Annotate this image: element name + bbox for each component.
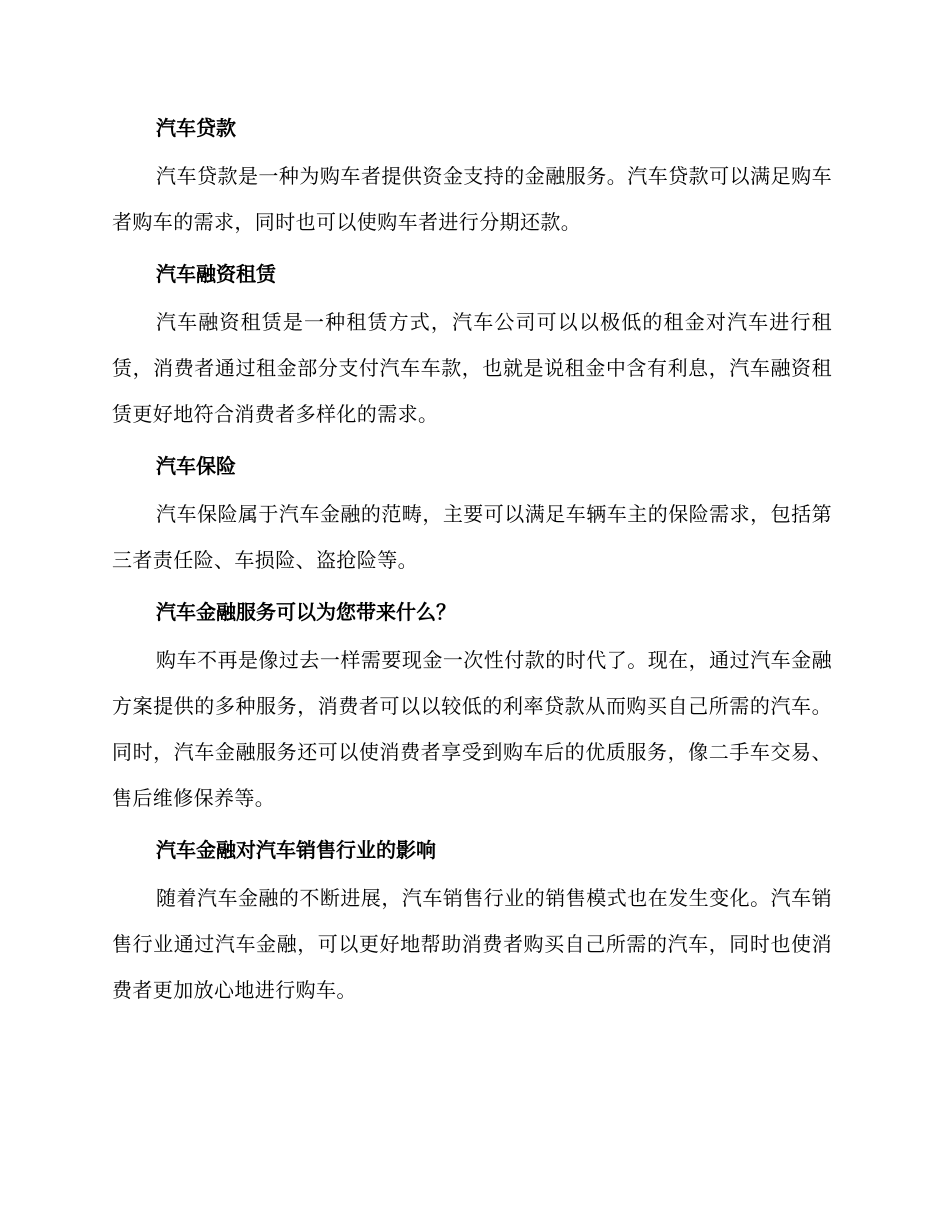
section-paragraph: 汽车融资租赁是一种租赁方式，汽车公司可以以极低的租金对汽车进行租赁，消费者通过租金部分支付汽车车款，也就是说租金中含有利息，汽车融资租赁更好地符合消费者多样化的需求。 (112, 310, 832, 426)
document-body (112, 108, 832, 1022)
section-paragraph: 随着汽车金融的不断进展，汽车销售行业的销售模式也在发生变化。汽车销售行业通过汽车金融，可以更好地帮助消费者购买自己所需的汽车，同时也使消费者更加放心地进行购车。 (112, 886, 832, 1002)
section-heading: 汽车金融对汽车销售行业的影响 (156, 838, 436, 862)
section-car-loan (112, 108, 832, 254)
section-finance-benefits (112, 592, 832, 830)
section-paragraph: 汽车保险属于汽车金融的范畴，主要可以满足车辆车主的保险需求，包括第三者责任险、车损险、盗抢险等。 (112, 502, 832, 572)
section-heading: 汽车融资租赁 (156, 262, 276, 286)
section-industry-impact (112, 830, 832, 1022)
section-car-finance-lease (112, 254, 832, 446)
section-paragraph: 汽车贷款是一种为购车者提供资金支持的金融服务。汽车贷款可以满足购车者购车的需求，同时也可以使购车者进行分期还款。 (112, 164, 832, 234)
section-heading: 汽车金融服务可以为您带来什么？ (156, 600, 456, 624)
section-heading: 汽车保险 (156, 454, 236, 478)
section-heading: 汽车贷款 (156, 116, 236, 140)
section-paragraph: 购车不再是像过去一样需要现金一次性付款的时代了。现在，通过汽车金融方案提供的多种服务，消费者可以以较低的利率贷款从而购买自己所需的汽车。同时，汽车金融服务还可以使消费者享受到购车后的优质服务，像二手车交易、售后维修保养等。 (112, 648, 832, 810)
section-car-insurance (112, 446, 832, 592)
